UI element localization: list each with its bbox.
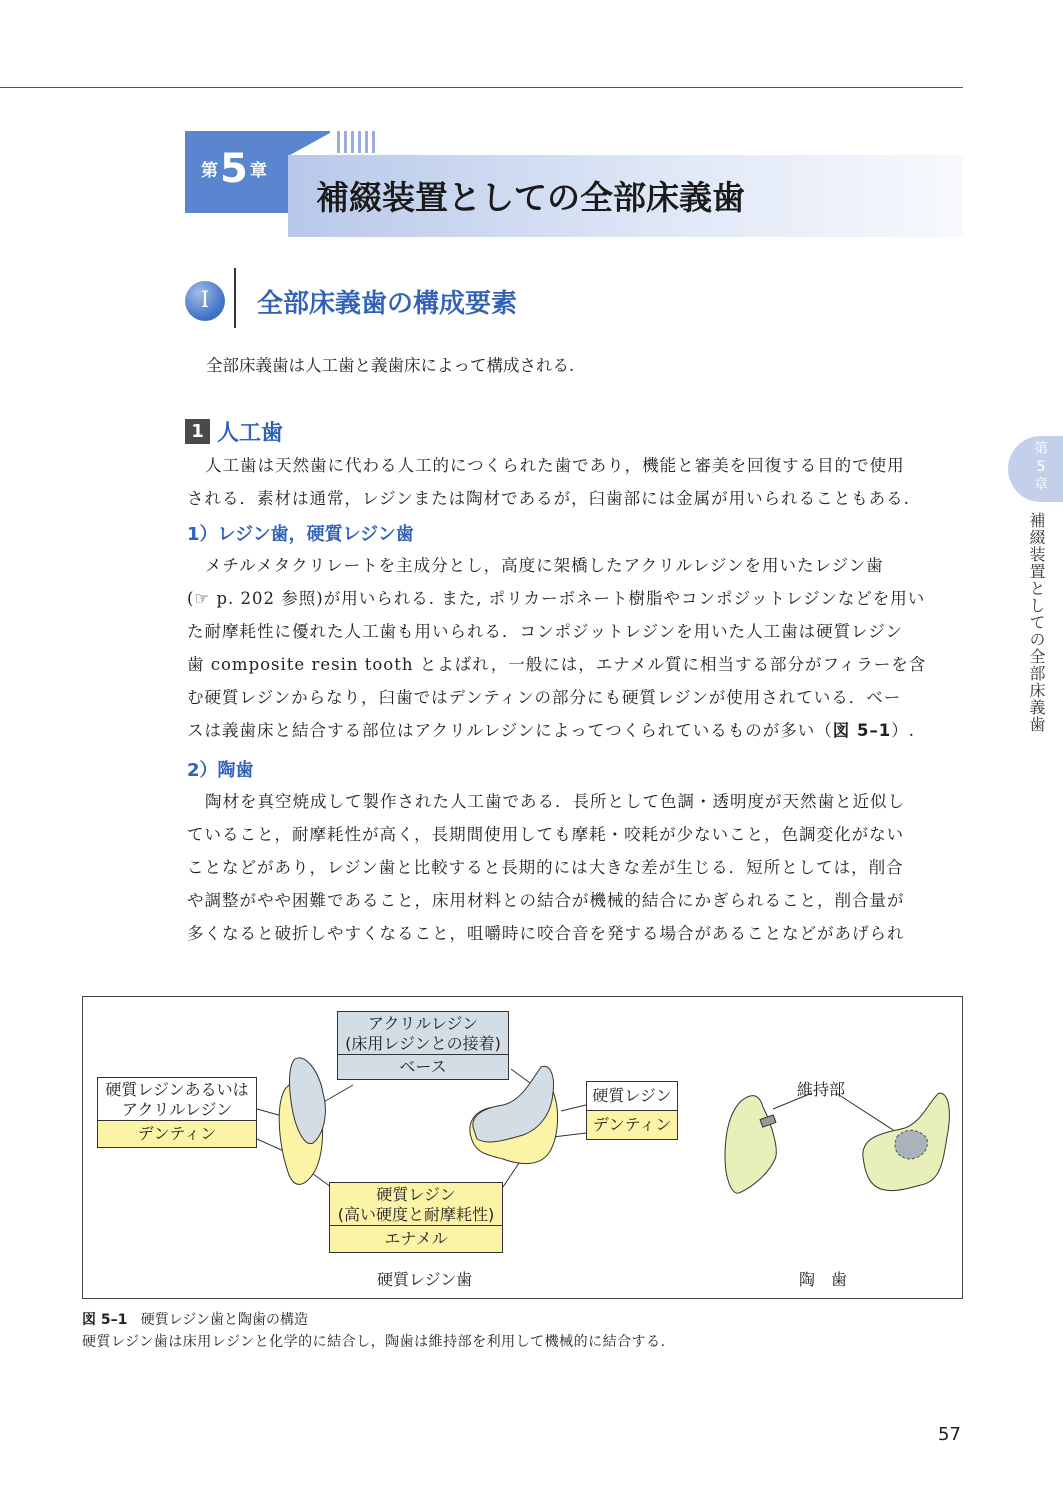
caption-porcelain-tooth: 陶 歯 (799, 1270, 848, 1289)
paragraph-resin-teeth (187, 549, 965, 747)
chapter-number: 5 (220, 146, 248, 192)
chapter-stripes-decoration (337, 131, 377, 153)
text-line: た耐摩耗性に優れた人工歯も用いられる．コンポジットレジンを用いた人工歯は硬質レジン (187, 622, 903, 641)
text-line (187, 714, 965, 747)
section-numeral: I (185, 281, 225, 321)
label-base-part: ベース (338, 1054, 508, 1079)
text-line: 歯 composite resin tooth とよばれ，一般には，エナメル質に相当する部分がフィラーを含 (187, 655, 927, 674)
label-box-base (337, 1011, 509, 1080)
text-segment: ）. (891, 721, 915, 740)
text-line: (☞ p. 202 参照)が用いられる. また, ポリカーボネート樹脂やコンポジットレジンなどを用い (187, 589, 926, 608)
text-line: 陶材を真空焼成して製作された人工歯である．長所として色調・透明度が天然歯と近似し (205, 792, 905, 811)
heading-title: 人工歯 (217, 421, 284, 446)
label-base-material (338, 1012, 508, 1054)
figure-reference-link[interactable]: 図 5–1 (832, 721, 892, 740)
chapter-title: 補綴装置としての全部床義歯 (316, 178, 745, 217)
side-tab-suffix: 章 (1034, 477, 1048, 493)
section-intro: 全部床義歯は人工歯と義歯床によって構成される. (206, 356, 575, 375)
label-text: (床用レジンとの接着) (345, 1034, 501, 1053)
paragraph-artificial-teeth (187, 449, 965, 515)
text-segment: スは義歯床と結合する部位はアクリルレジンによってつくられているものが多い（ (187, 721, 833, 740)
label-text: 硬質レジンあるいは (105, 1080, 249, 1099)
figure-caption-title (82, 1309, 308, 1329)
label-enamel-part: エナメル (330, 1225, 502, 1252)
subheading-resin-teeth: 1）レジン歯，硬質レジン歯 (187, 524, 414, 545)
section-title: 全部床義歯の構成要素 (257, 289, 518, 319)
text-line: や調整がやや困難であること，床用材料との結合が機械的結合にかぎられること，削合量が (187, 891, 905, 910)
chapter-prefix: 第 (201, 161, 218, 181)
text-line: む硬質レジンからなり，臼歯ではデンティンの部分にも硬質レジンが使用されている．ベー (187, 688, 902, 707)
figure-caption-heading: 硬質レジン歯と陶歯の構造 (140, 1312, 309, 1328)
paragraph-porcelain-teeth (187, 785, 965, 950)
label-hard-resin: 硬質レジン (587, 1082, 677, 1110)
section-divider (234, 268, 236, 328)
chapter-suffix: 章 (249, 161, 267, 181)
label-box-enamel (329, 1182, 503, 1253)
text-line: メチルメタクリレートを主成分とし，高度に架橋したアクリルレジンを用いたレジン歯 (205, 556, 884, 575)
label-retention: 維持部 (797, 1080, 846, 1099)
label-text: 硬質レジン (376, 1185, 456, 1204)
label-dentin-part: デンティン (98, 1120, 256, 1147)
subheading-porcelain-teeth: 2）陶歯 (187, 760, 254, 781)
porcelain-anterior-tooth (725, 1096, 776, 1194)
label-dentin-material (98, 1078, 256, 1120)
side-tab-number: 5 (1036, 459, 1046, 475)
figure-caption-label: 図 5–1 (82, 1312, 128, 1328)
caption-hard-resin-tooth: 硬質レジン歯 (377, 1270, 473, 1289)
label-enamel-material (330, 1183, 502, 1225)
figure-5-1 (82, 996, 963, 1299)
page-number: 57 (938, 1424, 961, 1445)
label-text: アクリルレジン (367, 1014, 479, 1033)
side-chapter-title: 補綴装置としての全部床義歯 (1027, 512, 1046, 733)
side-tab-label (1030, 440, 1052, 494)
label-dentin: デンティン (587, 1110, 677, 1139)
text-line: ていること，耐摩耗性が高く，長期間使用しても摩耗・咬耗が少ないこと，色調変化がない (187, 825, 905, 844)
heading-number: 1 (185, 419, 210, 444)
label-box-dentin-left (97, 1077, 257, 1148)
label-text: (高い硬度と耐摩耗性) (337, 1205, 495, 1224)
text-line: 人工歯は天然歯に代わる人工的につくられた歯であり，機能と審美を回復する目的で使用 (205, 456, 905, 475)
text-line: 多くなると破折しやすくなること，咀嚼時に咬合音を発する場合があることなどがあげられ (187, 924, 905, 943)
header-rule (0, 87, 963, 88)
text-line: ことなどがあり，レジン歯と比較すると長期的には大きな差が生じる．短所としては，削合 (187, 858, 904, 877)
label-text: アクリルレジン (121, 1100, 233, 1119)
text-line: される．素材は通常，レジンまたは陶材であるが，臼歯部には金属が用いられることもある. (187, 489, 910, 508)
label-box-dentin-right (586, 1081, 678, 1140)
figure-caption-text: 硬質レジン歯は床用レジンと化学的に結合し，陶歯は維持部を利用して機械的に結合する. (82, 1334, 666, 1350)
side-tab-prefix: 第 (1034, 441, 1048, 457)
chapter-label (201, 146, 267, 192)
